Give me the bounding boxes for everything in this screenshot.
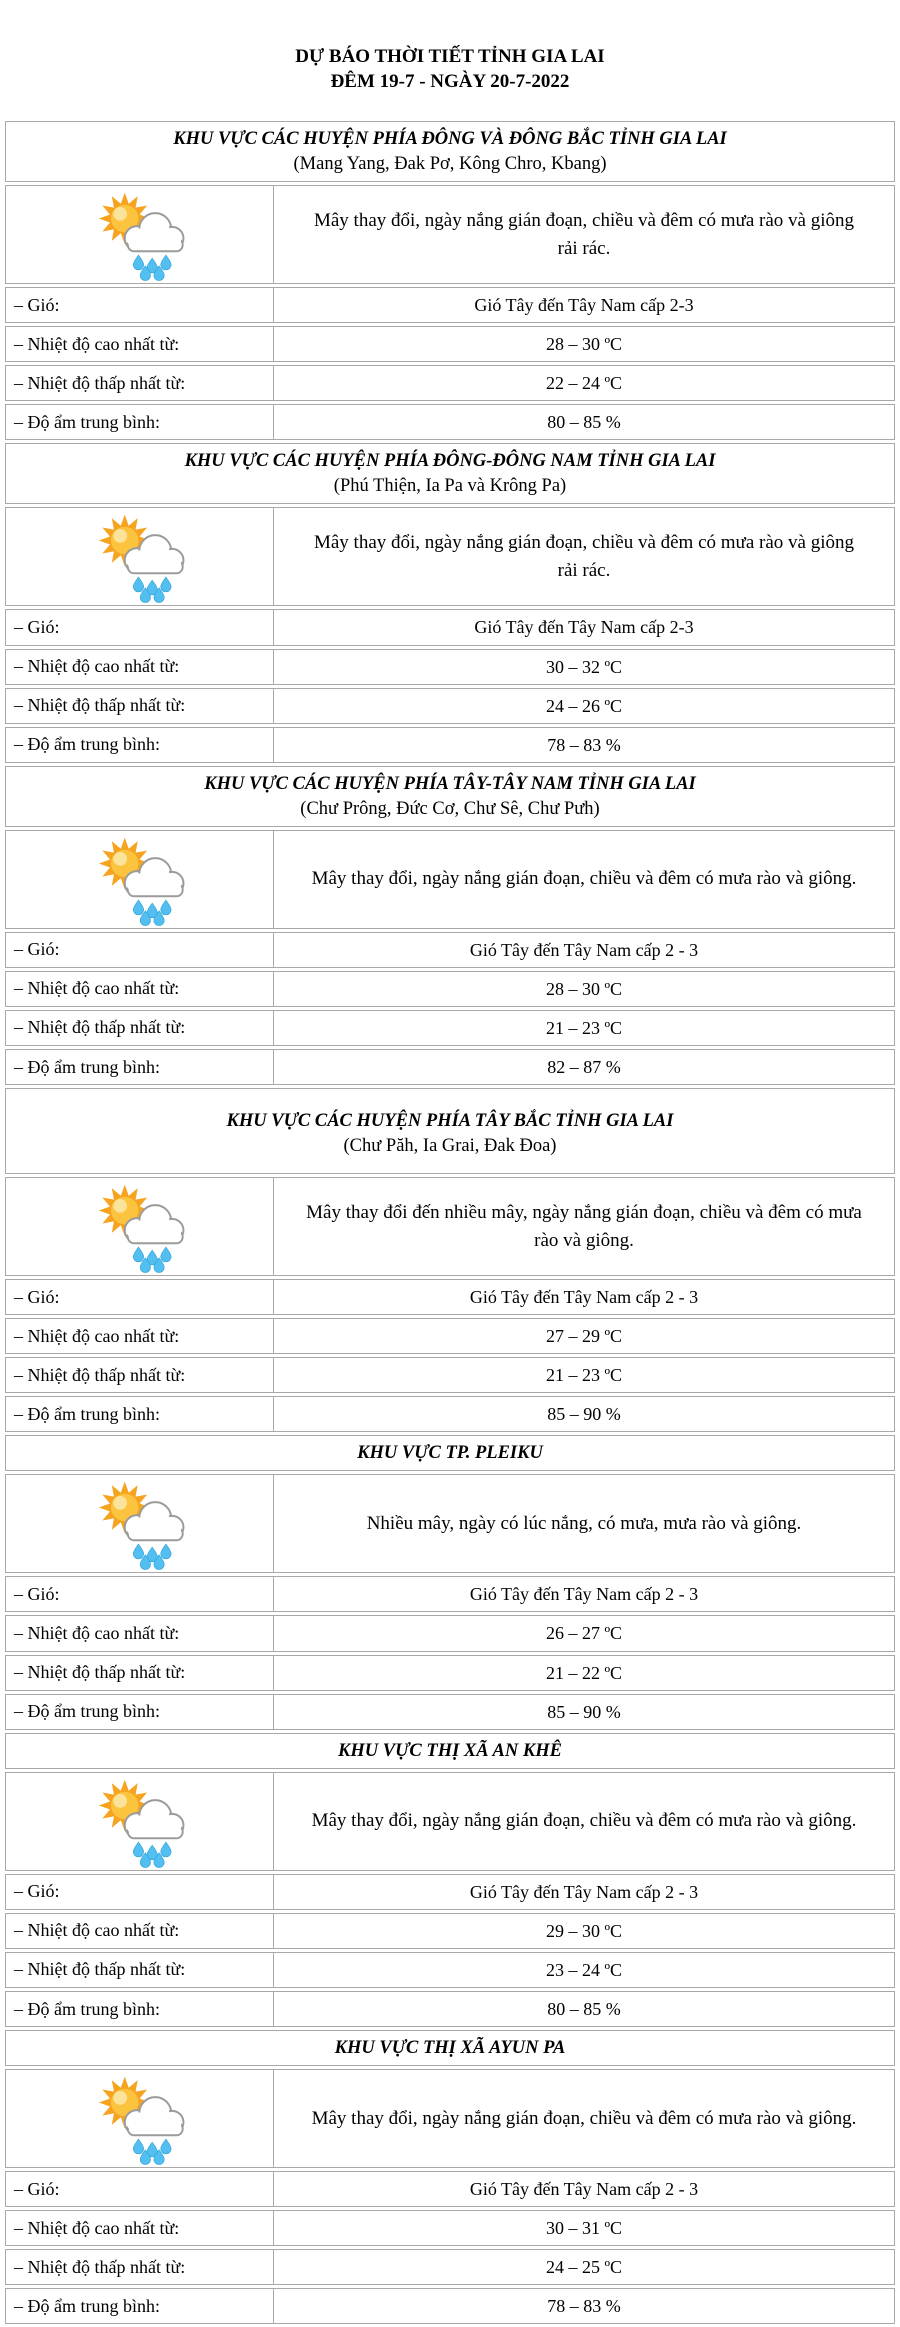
temp-min-row [5, 688, 895, 724]
section-subtitle: (Chư Păh, Ia Grai, Đak Đoa) [343, 1136, 557, 1157]
sun-behind-rain-cloud-icon [91, 1477, 189, 1570]
wind-value: Gió Tây đến Tây Nam cấp 2 - 3 [469, 939, 699, 960]
temp-max-row [5, 1615, 895, 1651]
wind-row [5, 1576, 895, 1612]
section-header [5, 2030, 895, 2066]
temp-max-label: – Nhiệt độ cao nhất từ: [6, 1914, 274, 1948]
section-header [5, 443, 895, 504]
wind-label: – Gió: [6, 610, 274, 644]
sun-behind-rain-cloud-icon [91, 1775, 189, 1868]
weather-icon-cell [6, 186, 274, 283]
page-title [0, 0, 900, 94]
temp-max-row [5, 649, 895, 685]
wind-value: Gió Tây đến Tây Nam cấp 2 - 3 [469, 1881, 699, 1902]
humidity-label: – Độ ẩm trung bình: [6, 2289, 274, 2323]
temp-min-row [5, 1010, 895, 1046]
temp-max-row [5, 2210, 895, 2246]
weather-icon-cell [6, 1178, 274, 1275]
section-title: KHU VỰC CÁC HUYỆN PHÍA ĐÔNG VÀ ĐÔNG BẮC TỈNH GIA LAI [173, 129, 727, 150]
forecast-text: Nhiều mây, ngày có lúc nắng, có mưa, mưa rào và giông. [366, 1513, 802, 1535]
weather-icon-cell [6, 2070, 274, 2167]
temp-min-value: 23 – 24 ºC [545, 1959, 623, 1980]
raindrops-icon [133, 900, 171, 925]
forecast-table [5, 121, 895, 2324]
wind-row [5, 287, 895, 323]
weather-icon-cell [6, 508, 274, 605]
section-header [5, 1733, 895, 1769]
forecast-text: Mây thay đổi, ngày nắng gián đoạn, chiều và đêm có mưa rào và giông. [311, 1810, 857, 1832]
temp-max-value: 30 – 32 ºC [545, 656, 623, 677]
wind-label: – Gió: [6, 1875, 274, 1909]
temp-min-row [5, 1357, 895, 1393]
wind-row [5, 609, 895, 645]
section-title: KHU VỰC CÁC HUYỆN PHÍA TÂY BẮC TỈNH GIA LAI [226, 1111, 674, 1132]
forecast-text: Mây thay đổi, ngày nắng gián đoạn, chiều và đêm có mưa rào và giông rải rác. [313, 210, 855, 259]
raindrops-icon [133, 255, 171, 280]
temp-min-value: 24 – 26 ºC [545, 695, 623, 716]
wind-value: Gió Tây đến Tây Nam cấp 2-3 [474, 295, 694, 316]
humidity-row [5, 1991, 895, 2027]
humidity-label: – Độ ẩm trung bình: [6, 405, 274, 439]
forecast-text: Mây thay đổi, ngày nắng gián đoạn, chiều và đêm có mưa rào và giông rải rác. [313, 532, 855, 581]
sun-behind-rain-cloud-icon [91, 510, 189, 603]
temp-max-row [5, 971, 895, 1007]
forecast-text: Mây thay đổi, ngày nắng gián đoạn, chiều và đêm có mưa rào và giông. [311, 868, 857, 890]
humidity-value: 85 – 90 % [547, 1701, 621, 1722]
wind-value: Gió Tây đến Tây Nam cấp 2-3 [474, 617, 694, 638]
humidity-row [5, 1049, 895, 1085]
section-header [5, 766, 895, 827]
humidity-row [5, 1396, 895, 1432]
humidity-row [5, 727, 895, 763]
temp-max-label: – Nhiệt độ cao nhất từ: [6, 327, 274, 361]
temp-max-value: 27 – 29 ºC [545, 1326, 623, 1347]
forecast-section [5, 766, 895, 1085]
sun-behind-rain-cloud-icon [91, 188, 189, 281]
section-subtitle: (Mang Yang, Đak Pơ, Kông Chro, Kbang) [293, 154, 607, 175]
sun-behind-rain-cloud-icon [91, 1180, 189, 1273]
humidity-value: 80 – 85 % [547, 1999, 621, 2019]
section-title: KHU VỰC CÁC HUYỆN PHÍA TÂY-TÂY NAM TỈNH GIA LAI [204, 773, 696, 794]
weather-summary-row [5, 507, 895, 606]
temp-min-value: 21 – 23 ºC [545, 1365, 623, 1386]
section-subtitle: (Phú Thiện, Ia Pa và Krông Pa) [333, 476, 567, 497]
weather-summary-row [5, 1772, 895, 1871]
forecast-section [5, 443, 895, 762]
temp-min-row [5, 365, 895, 401]
forecast-section [5, 1088, 895, 1432]
humidity-value: 82 – 87 % [547, 1057, 621, 1077]
wind-row [5, 1874, 895, 1910]
temp-max-value: 28 – 30 ºC [545, 334, 623, 355]
humidity-value: 85 – 90 % [547, 1404, 621, 1425]
temp-max-row [5, 326, 895, 362]
humidity-row [5, 1694, 895, 1730]
weather-summary-row [5, 1474, 895, 1573]
weather-summary-row [5, 830, 895, 929]
humidity-row [5, 2288, 895, 2324]
wind-label: – Gió: [6, 288, 274, 322]
raindrops-icon [133, 1247, 171, 1272]
forecast-section [5, 121, 895, 440]
humidity-value: 78 – 83 % [547, 734, 621, 755]
temp-max-label: – Nhiệt độ cao nhất từ: [6, 1616, 274, 1650]
section-header [5, 1088, 895, 1174]
section-title: KHU VỰC THỊ XÃ AN KHÊ [338, 1740, 562, 1761]
weather-summary-row [5, 1177, 895, 1276]
weather-icon-cell [6, 1475, 274, 1572]
temp-min-label: – Nhiệt độ thấp nhất từ: [6, 1358, 274, 1392]
forecast-section [5, 1733, 895, 2027]
temp-max-label: – Nhiệt độ cao nhất từ: [6, 1319, 274, 1353]
raindrops-icon [133, 577, 171, 602]
forecast-section [5, 2030, 895, 2324]
section-title: KHU VỰC THỊ XÃ AYUN PA [334, 2038, 566, 2059]
weather-icon-cell [6, 831, 274, 928]
humidity-label: – Độ ẩm trung bình: [6, 1397, 274, 1431]
title-line-1: DỰ BÁO THỜI TIẾT TỈNH GIA LAI [295, 46, 605, 67]
temp-min-label: – Nhiệt độ thấp nhất từ: [6, 689, 274, 723]
temp-max-value: 28 – 30 ºC [545, 978, 623, 999]
temp-min-row [5, 2249, 895, 2285]
temp-min-label: – Nhiệt độ thấp nhất từ: [6, 366, 274, 400]
forecast-section [5, 1435, 895, 1729]
weather-summary-row [5, 185, 895, 284]
temp-min-row [5, 1655, 895, 1691]
wind-value: Gió Tây đến Tây Nam cấp 2 - 3 [469, 1584, 699, 1605]
humidity-label: – Độ ẩm trung bình: [6, 728, 274, 762]
wind-row [5, 1279, 895, 1315]
humidity-value: 80 – 85 % [547, 412, 621, 433]
humidity-label: – Độ ẩm trung bình: [6, 1695, 274, 1729]
forecast-sections [5, 121, 895, 2324]
temp-min-value: 22 – 24 ºC [545, 373, 623, 394]
raindrops-icon [133, 1544, 171, 1569]
raindrops-icon [133, 2139, 171, 2164]
title-line-2: ĐÊM 19-7 - NGÀY 20-7-2022 [330, 71, 570, 93]
temp-min-label: – Nhiệt độ thấp nhất từ: [6, 2250, 274, 2284]
temp-min-row [5, 1952, 895, 1988]
wind-row [5, 2171, 895, 2207]
humidity-row [5, 404, 895, 440]
temp-max-value: 29 – 30 ºC [545, 1920, 623, 1941]
temp-max-value: 26 – 27 ºC [545, 1623, 623, 1644]
temp-max-label: – Nhiệt độ cao nhất từ: [6, 650, 274, 684]
wind-label: – Gió: [6, 1577, 274, 1611]
temp-min-label: – Nhiệt độ thấp nhất từ: [6, 1011, 274, 1045]
wind-label: – Gió: [6, 1280, 274, 1314]
temp-min-label: – Nhiệt độ thấp nhất từ: [6, 1953, 274, 1987]
humidity-value: 78 – 83 % [547, 2296, 621, 2317]
temp-max-row [5, 1913, 895, 1949]
temp-min-value: 21 – 22 ºC [545, 1662, 623, 1683]
temp-min-value: 24 – 25 ºC [545, 2257, 623, 2278]
humidity-label: – Độ ẩm trung bình: [6, 1050, 274, 1084]
wind-value: Gió Tây đến Tây Nam cấp 2 - 3 [469, 1287, 699, 1308]
sun-behind-rain-cloud-icon [91, 2072, 189, 2165]
temp-max-row [5, 1318, 895, 1354]
weather-summary-row [5, 2069, 895, 2168]
raindrops-icon [133, 1842, 171, 1867]
wind-label: – Gió: [6, 933, 274, 967]
section-subtitle: (Chư Prông, Đức Cơ, Chư Sê, Chư Pưh) [300, 798, 600, 819]
temp-min-label: – Nhiệt độ thấp nhất từ: [6, 1656, 274, 1690]
temp-min-value: 21 – 23 ºC [545, 1017, 623, 1038]
weather-icon-cell [6, 1773, 274, 1870]
section-header [5, 121, 895, 182]
temp-max-value: 30 – 31 ºC [545, 2218, 623, 2239]
section-header [5, 1435, 895, 1471]
forecast-text: Mây thay đổi đến nhiều mây, ngày nắng gián đoạn, chiều và đêm có mưa rào và giông. [306, 1201, 862, 1251]
section-title: KHU VỰC CÁC HUYỆN PHÍA ĐÔNG-ĐÔNG NAM TỈNH GIA LAI [184, 451, 716, 472]
humidity-label: – Độ ẩm trung bình: [6, 1992, 274, 2026]
sun-behind-rain-cloud-icon [91, 833, 189, 926]
section-title: KHU VỰC TP. PLEIKU [357, 1443, 543, 1464]
temp-max-label: – Nhiệt độ cao nhất từ: [6, 972, 274, 1006]
wind-row [5, 932, 895, 968]
forecast-text: Mây thay đổi, ngày nắng gián đoạn, chiều và đêm có mưa rào và giông. [311, 2107, 857, 2129]
wind-value: Gió Tây đến Tây Nam cấp 2 - 3 [469, 2179, 699, 2200]
wind-label: – Gió: [6, 2172, 274, 2206]
temp-max-label: – Nhiệt độ cao nhất từ: [6, 2211, 274, 2245]
